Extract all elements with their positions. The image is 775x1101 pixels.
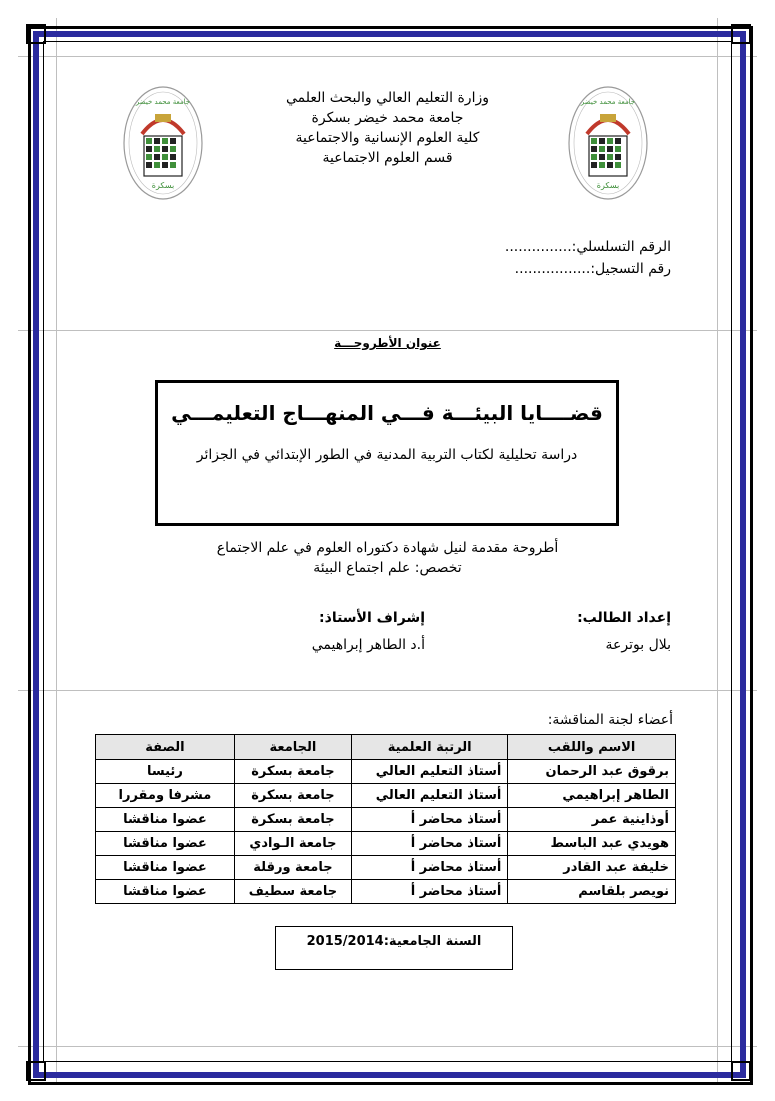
column-header-name: الاسم واللقب bbox=[508, 735, 676, 760]
committee-label: أعضاء لجنة المناقشة: bbox=[547, 712, 673, 728]
student-label: إعداد الطالب: bbox=[577, 610, 671, 626]
border-corner bbox=[26, 1061, 46, 1081]
institution-header bbox=[200, 88, 575, 168]
supervisor-label: إشراف الأستاذ: bbox=[319, 610, 425, 626]
thesis-main-title: قضــــايا البيئـــة فـــي المنهـــاج التعليمـــي bbox=[171, 401, 603, 425]
border-corner bbox=[731, 1061, 751, 1081]
member-name: هويدي عبد الباسط bbox=[508, 832, 676, 856]
member-rank: أستاذ التعليم العالي bbox=[352, 784, 508, 808]
table-row bbox=[96, 808, 676, 832]
member-rank: أستاذ محاضر أ bbox=[352, 856, 508, 880]
academic-year: السنة الجامعية:2015/2014 bbox=[306, 934, 482, 949]
member-name: الطاهر إبراهيمي bbox=[508, 784, 676, 808]
column-header-rank: الرتبة العلمية bbox=[352, 735, 508, 760]
table-row bbox=[96, 856, 676, 880]
logo-top-text: جامعة محمد خيضر bbox=[135, 98, 191, 106]
university-name: جامعة محمد خيضر بسكرة bbox=[311, 110, 464, 126]
department-name: قسم العلوم الاجتماعية bbox=[322, 150, 453, 166]
student-block bbox=[577, 605, 671, 659]
column-header-role: الصفة bbox=[96, 735, 235, 760]
degree-line: أطروحة مقدمة لنيل شهادة دكتوراه العلوم في علم الاجتماع bbox=[216, 540, 559, 556]
member-rank: أستاذ محاضر أ bbox=[352, 808, 508, 832]
logo-top-text: جامعة محمد خيضر bbox=[580, 98, 636, 106]
member-role: عضوا مناقشا bbox=[96, 856, 235, 880]
table-row bbox=[96, 832, 676, 856]
member-role: عضوا مناقشا bbox=[96, 808, 235, 832]
logo-bottom-text: بسكرة bbox=[151, 181, 175, 190]
member-university: جامعة ورقلة bbox=[234, 856, 351, 880]
border-corner bbox=[26, 24, 46, 44]
member-name: خليفة عبد القادر bbox=[508, 856, 676, 880]
member-university: جامعة سطيف bbox=[234, 880, 351, 904]
table-row bbox=[96, 880, 676, 904]
ministry-name: وزارة التعليم العالي والبحث العلمي bbox=[286, 90, 489, 106]
column-header-university: الجامعة bbox=[234, 735, 351, 760]
member-role: عضوا مناقشا bbox=[96, 832, 235, 856]
member-university: جامعة بسكرة bbox=[234, 784, 351, 808]
border-corner bbox=[731, 24, 751, 44]
table-header-row bbox=[96, 735, 676, 760]
member-rank: أستاذ التعليم العالي bbox=[352, 760, 508, 784]
member-name: برقوق عبد الرحمان bbox=[508, 760, 676, 784]
thesis-title-label: عنوان الأطروحـــة bbox=[334, 336, 441, 350]
member-university: جامعة بسكرة bbox=[234, 760, 351, 784]
university-logo-right bbox=[567, 84, 649, 202]
thesis-subtitle: دراسة تحليلية لكتاب التربية المدنية في الطور الإبتدائي في الجزائر bbox=[196, 447, 578, 463]
academic-year-box bbox=[275, 926, 513, 970]
title-box bbox=[155, 380, 619, 526]
table-row bbox=[96, 760, 676, 784]
specialty-line: تخصص: علم اجتماع البيئة bbox=[313, 560, 462, 576]
member-role: مشرفا ومقررا bbox=[96, 784, 235, 808]
serial-number: الرقم التسلسلي:............... bbox=[504, 239, 671, 255]
degree-statement bbox=[0, 538, 775, 578]
member-rank: أستاذ محاضر أ bbox=[352, 832, 508, 856]
member-name: نويصر بلقاسم bbox=[508, 880, 676, 904]
member-name: أوذاينية عمر bbox=[508, 808, 676, 832]
member-university: جامعة الـوادي bbox=[234, 832, 351, 856]
student-name: بلال بوترعة bbox=[605, 637, 671, 653]
supervisor-block bbox=[312, 605, 425, 659]
member-university: جامعة بسكرة bbox=[234, 808, 351, 832]
serial-block bbox=[505, 236, 671, 280]
university-logo-left bbox=[122, 84, 204, 202]
faculty-name: كلية العلوم الإنسانية والاجتماعية bbox=[295, 130, 480, 146]
member-role: رئيسا bbox=[96, 760, 235, 784]
registration-number: رقم التسجيل:................. bbox=[514, 261, 671, 277]
committee-table bbox=[95, 734, 676, 904]
member-role: عضوا مناقشا bbox=[96, 880, 235, 904]
supervisor-name: أ.د الطاهر إبراهيمي bbox=[311, 637, 425, 653]
logo-bottom-text: بسكرة bbox=[596, 181, 620, 190]
member-rank: أستاذ محاضر أ bbox=[352, 880, 508, 904]
table-row bbox=[96, 784, 676, 808]
